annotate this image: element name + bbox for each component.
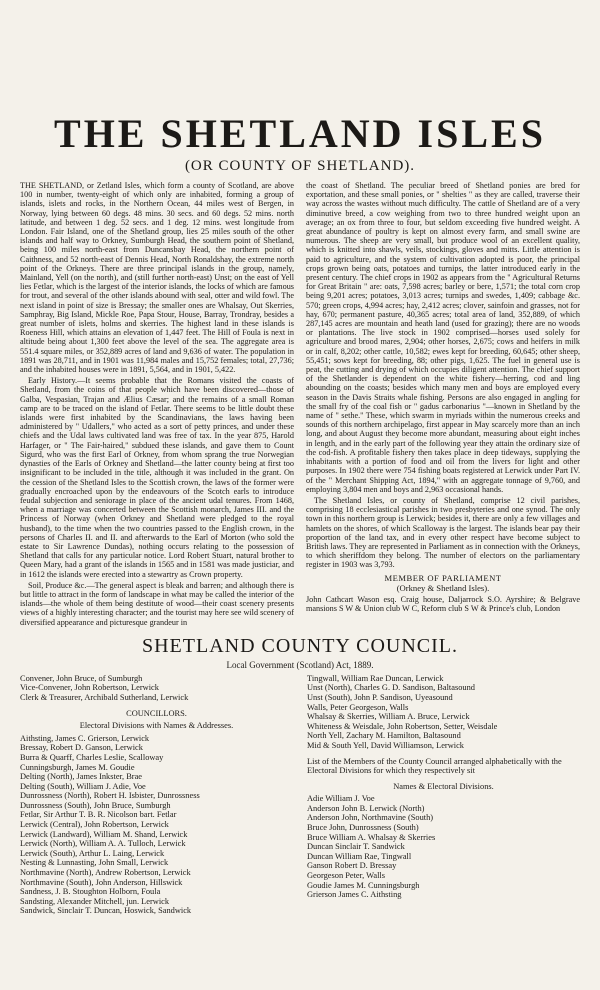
divisions-heading: Electoral Divisions with Names & Addresses. bbox=[79, 721, 234, 731]
member-entry: Duncan Sinclair T. Sandwick bbox=[307, 842, 405, 852]
division-entry: Unst (North), Charles G. D. Sandison, Baltasound bbox=[307, 683, 475, 693]
division-entry: Sandness, J. B. Stoughton Holborn, Foula bbox=[20, 887, 161, 897]
division-entry: Burra & Quarff, Charles Leslie, Scalloway bbox=[20, 752, 164, 762]
council-columns bbox=[20, 674, 580, 916]
member-entry: Bruce John, Dunrossness (South) bbox=[307, 823, 419, 833]
officer-line: Convener, John Bruce, of Sumburgh bbox=[20, 673, 143, 683]
division-entry: Lerwick (Landward), William M. Shand, Lerwick bbox=[20, 829, 188, 839]
division-entry: Sandwick, Sinclair T. Duncan, Hoswick, Sandwick bbox=[20, 906, 192, 916]
councillors-heading: COUNCILLORS. bbox=[126, 708, 187, 718]
division-entry: Lerwick (North), William A. A. Tulloch, Lerwick bbox=[20, 839, 186, 849]
officer-line: Vice-Convener, John Robertson, Lerwick bbox=[20, 683, 159, 693]
division-entry: Sandsting, Alexander Mitchell, jun. Lerwick bbox=[20, 896, 170, 906]
mp-subheading: (Orkney & Shetland Isles). bbox=[396, 582, 490, 593]
member-entry: Duncan William Rae, Tingwall bbox=[307, 851, 412, 861]
right-column bbox=[306, 181, 580, 629]
division-entry: Dunrossness (North), Robert H. Isbister, Dunrossness bbox=[20, 791, 200, 801]
division-entry: Northmavine (South), John Anderson, Hillswick bbox=[20, 877, 183, 887]
division-entry: Cunningsburgh, James M. Goudie bbox=[20, 762, 135, 772]
member-entry: Georgeson Peter, Walls bbox=[307, 871, 385, 881]
member-entry: Anderson John, Northmavine (South) bbox=[307, 813, 434, 823]
division-entry: Lerwick (Central), John Robertson, Lerwick bbox=[20, 820, 169, 830]
division-entry: Mid & South Yell, David Williamson, Lerwick bbox=[307, 740, 464, 750]
division-entry: Bressay, Robert D. Ganson, Lerwick bbox=[20, 743, 143, 753]
paragraph-livestock-fishery: the coast of Shetland. The peculiar breed of Shetland ponies are bred for exportation, and these small ponies, or " shelties " as they are called, traverse their way across the wastes without much difficulty. The cattle of Shetland are of a very diminutive breed, a cow weighing from two to three hundred weight upon an average; an ox from three to four, but seldom exceeding five hundred weight. A great abundance of poultry is kept on almost every farm, and small swine are numerous. The sheep are very small, but produce wool of an excellent quality, which is knitted into shawls, veils, stockings, gloves and mitts. Little attention is paid to agriculture, and the system of cultivation adopted is poor, the principal crops grown being oats, potatoes and turnips, the latter introduced early in the present century. The chief crops in 1902 as appears from the " Agricultural Returns for Great Britain " are: oats, 7,598 acres; barley or bere, 1,571; the total corn crop being 9,201 acres; potatoes, 3,013 acres; turnips and swedes, 1,409; cabbage &c. 570; green crops, 4,994 acres; hay, 2,412 acres; clover, sainfoin and grasses, not for hay, 670; permanent pasture, 40,365 acres; total area of land, 352,889, of which 287,145 acres are mountain and heath land (used for grazing); there are no woods or plantations. The live stock in 1902 comprised—horses used solely for agriculture and brood mares, 2,904; other horses, 2,675; cows and heifers in milk or in calf, 8,202; other cattle, 10,582; ewes kept for breeding, 60,645; other sheep, 55,451; sows kept for breeding, 88; other pigs, 1,625. The fuel in general use is peat, the cutting and drying of which occupies diligent attention. The chief support of the Shetlander is dependent on the white fishery—herring, cod and ling abounding on the coasts; besides which many men and boys are employed every season in the Davis Straits whale fishing. Persons are also engaged in angling for the small fry of the coal fish or " gadus carbonarius "—known in Shetland by the name of " sethe." These, which swarm in myriads within the numerous creeks and sounds of this northern archipelago, first appear in May scarcely more than an inch long, and about August they become more abundant, measuring about eight inches in length, and in the early part of the following year they attain the ordinary size of the cod-fish. A profitable fishery then takes place in deep tideways, supplying the inhabitants with a portion of food and oil from the livers for light and other purposes. In 1902 there were 754 fishing boats registered at Lerwick under Part IV. of the " Merchant Shipping Act, 1894," with an aggregate tonnage of 9,760, and employing 3,804 men and boys and 2,963 occasional hands. bbox=[306, 181, 580, 494]
mp-text: John Cathcart Wason esq. Craig house, Daljarrock S.O. Ayrshire; & Belgrave mansions S W & Union club W C, Reform club S W & Prince's club, London bbox=[306, 594, 580, 614]
division-entry: Lerwick (South), Arthur L. Laing, Lerwick bbox=[20, 848, 165, 858]
division-entry: Delting (South), William J. Adie, Voe bbox=[20, 781, 146, 791]
member-entry: Adie William J. Voe bbox=[307, 794, 375, 804]
paragraph-introduction: THE SHETLAND, or Zetland Isles, which form a county of Scotland, are above 100 in number, twenty-eight of which only are inhabited, forming a group of islands, islets and rocks, in the Northern Ocean, 44 miles west of Bergen, in Norway, lying between 60 degs. 48 mins. 30 secs. and 60 degs. 52 mins. north latitude, and between 1 deg. 52 secs. and 1 deg. 12 mins. west longitude from London. Fair Island, one of the Shetland group, lies 25 miles south of the other islands and half way to Orkney, Sumburgh Head, the southern point of Shetland, being 100 miles north-east from Duncansbay Head, the northern point of Caithness, and 52 north-east of Dennis Head, North Ronaldshay, the extreme north point of the Orkneys. There are three principal islands in the group, namely, Mainland, Yell (on the north), and (still further north-east) Unst; on the east of Yell lies Fetlar, which is the largest of the interior islands, the locks of which are famous for trout, and several of the other islands abound with seal, otter and wild fowl. The next island in point of size is Bressay; the smaller ones are Whalsay, Out Skerries, Samphray, Big Island, Mickle Roe, Papa Stour, House, Barray, Trondray, besides a great number of islets, holms and skerries. The highest land in these islands is Roeness Hill, which attains an elevation of 1,447 feet. The Hill of Foula is next in altitude being about 1,300 feet above the level of the sea. The aggregate area is 551.4 square miles, or 352,889 acres of land and 9,636 of water. The population in 1891 was 28,711, and in 1901 was 11,984 males and 15,752 females; total, 27,736; and the inhabited houses were in 1891, 5,564, and in 1901, 5,422. bbox=[20, 181, 294, 375]
division-entry: Dunrossness (South), John Bruce, Sumburgh bbox=[20, 800, 171, 810]
division-entry: North Yell, Zachary M. Hamilton, Baltasound bbox=[307, 731, 461, 741]
members-list-note: List of the Members of the County Council arranged alphabetically with the Electoral Divisions for which they respectively sit bbox=[307, 756, 562, 776]
page-title: THE SHETLAND ISLES bbox=[54, 111, 546, 156]
member-entry: Anderson John B. Lerwick (North) bbox=[307, 803, 425, 813]
left-column bbox=[20, 181, 294, 629]
names-heading: Names & Electoral Divisions. bbox=[393, 781, 494, 791]
paragraph-early-history: Early History.—It seems probable that the Romans visited the coasts of Shetland, from the coins of that people which have been discovered—those of Galba, Vespasian, Trajan and Ælius Cæsar; and the remains of a small Roman camp are to be traced on the island of Fetlar. There seems to be little doubt these islands were first inhabited by the Scandinavians, the laws having been administered by " Udallers," who acted as a sort of petty princes, and under these chiefs and the Udal laws cultivated land was free of tax. In the year 875, Harold Harfager, or " The Fair-haired," subdued these islands, and gave them to Count Sigurd, who was the first Earl of Orkney, from whom sprang the true Norwegian dynasties of the Earls of Orkney and Shetland—the latter county being at first too insignificant to be included in the title, although it was included in the grant. On the cession of the Shetland Isles to the Scottish crown, the laws of the former were gradually encroached upon by the endeavours of the Scotch earls to introduce feudal subjection and seniorage in place of the ancient udal tenures. From 1468, when a marriage was concerted between the Scottish monarch, James III. and the Princess of Norway (when Orkney and Shetland were pledged to the royal husband), to the time when the two countries passed to the English crown, in the persons of Charles II. and II. and afterwards to the Earl of Morton (who sold the estate to Sir Lawrence Dundas), nothing occurs relating to the possession of Shetland that calls for any particular notice. Lord Robert Stuart, natural brother to Queen Mary, had a grant of the islands in 1565 and in 1581 was made justiciar, and in 1612 the islands were erected into a stewartry as Crown property. bbox=[20, 376, 294, 579]
division-entry: Nesting & Lunnasting, John Small, Lerwick bbox=[20, 858, 169, 868]
division-entry: Whiteness & Weisdale, John Robertson, Setter, Weisdale bbox=[307, 721, 498, 731]
mp-heading: MEMBER OF PARLIAMENT bbox=[384, 572, 502, 583]
member-entry: Grierson James C. Aithsting bbox=[307, 890, 402, 900]
member-entry: Goudie James M. Cunningsburgh bbox=[307, 880, 420, 890]
division-entry: Walls, Peter Georgeson, Walls bbox=[307, 702, 409, 712]
division-entry: Unst (South), John P. Sandison, Uyeasound bbox=[307, 692, 453, 702]
council-left-column bbox=[20, 674, 293, 916]
article-columns bbox=[20, 181, 580, 629]
council-right-column bbox=[307, 674, 580, 916]
member-entry: Ganson Robert D. Bressay bbox=[307, 861, 397, 871]
page-subtitle: (OR COUNTY OF SHETLAND). bbox=[184, 158, 416, 174]
paragraph-parishes: The Shetland Isles, or county of Shetland, comprise 12 civil parishes, comprising 18 ecclesiastical parishes in two presbyteries and one synod. The only town in this northern group is Lerwick; besides it, there are only a few villages and hamlets on the shores, of which Scalloway is the largest. The islands bear pay their proportion of the land tax, and in every other respect have become subject to British laws. They are represented in Parliament as in connection with the Orkneys, to which sheriffdom they belong. The number of electors on the parliamentary register in 1903 was 3,793. bbox=[306, 495, 580, 570]
division-entry: Tingwall, William Rae Duncan, Lerwick bbox=[307, 673, 444, 683]
officer-line: Clerk & Treasurer, Archibald Sutherland, Lerwick bbox=[20, 692, 189, 702]
council-title: SHETLAND COUNTY COUNCIL. bbox=[141, 634, 459, 657]
paragraph-soil-produce: Soil, Produce &c.—The general aspect is bleak and barren; and although there is but little to attract in the form of landscape in what may be called the interior of the islands—the whole of them being destitute of wood—their coast scenery presents views of a highly interesting character; and the tourist may here see wild scenery of diversified appearance and picturesque grandeur in bbox=[20, 580, 294, 627]
division-entry: Delting (North), James Inkster, Brae bbox=[20, 772, 142, 782]
division-entry: Northmavine (North), Andrew Robertson, Lerwick bbox=[20, 868, 191, 878]
division-entry: Aithsting, James C. Grierson, Lerwick bbox=[20, 733, 150, 743]
division-entry: Fetlar, Sir Arthur T. B. R. Nicolson bart. Fetlar bbox=[20, 810, 177, 820]
council-subtitle: Local Government (Scotland) Act, 1889. bbox=[226, 659, 374, 670]
member-entry: Bruce William A. Whalsay & Skerries bbox=[307, 832, 436, 842]
division-entry: Whalsay & Skerries, William A. Bruce, Lerwick bbox=[307, 712, 470, 722]
